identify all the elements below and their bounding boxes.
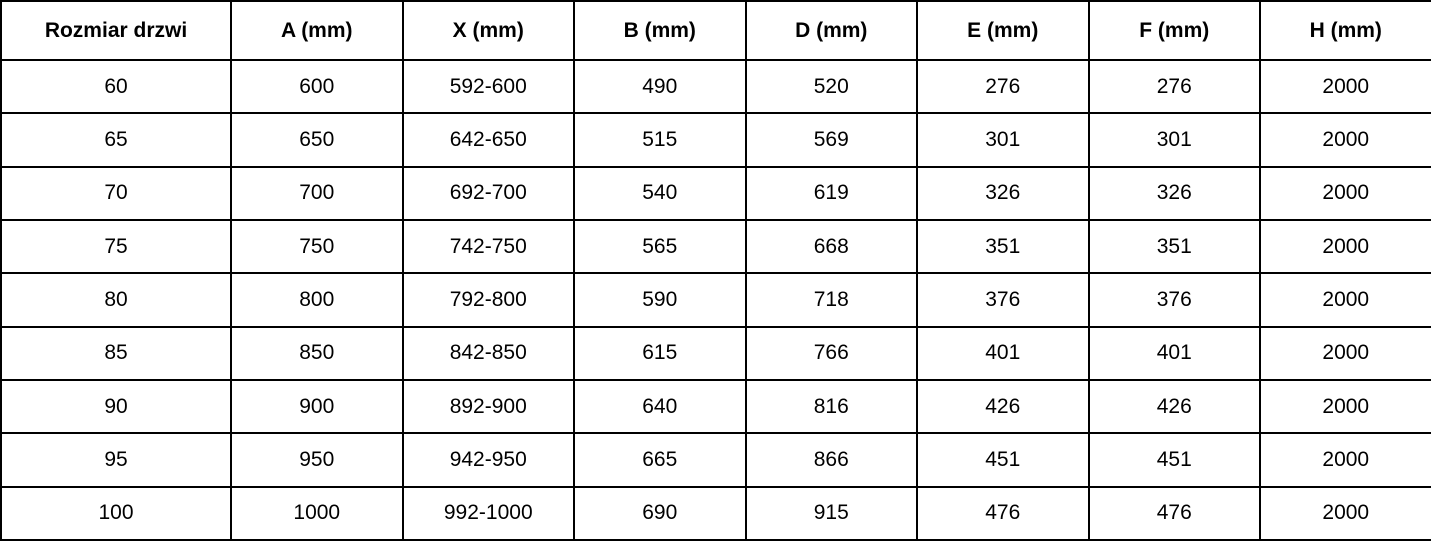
table-cell: 569 [746,113,918,166]
table-cell: 326 [1089,167,1261,220]
table-cell: 2000 [1260,167,1431,220]
table-cell: 816 [746,380,918,433]
table-cell: 451 [917,433,1089,486]
table-cell: 351 [1089,220,1261,273]
table-cell: 276 [917,60,1089,113]
table-cell: 426 [1089,380,1261,433]
table-row [1,487,1431,540]
column-header: B (mm) [574,1,746,60]
table-cell: 95 [1,433,231,486]
table-cell: 376 [1089,273,1261,326]
table-row [1,273,1431,326]
table-cell: 915 [746,487,918,540]
table-cell: 476 [1089,487,1261,540]
table-cell: 992-1000 [403,487,575,540]
table-cell: 690 [574,487,746,540]
table-row [1,167,1431,220]
table-cell: 866 [746,433,918,486]
table-row [1,220,1431,273]
table-cell: 792-800 [403,273,575,326]
table-cell: 100 [1,487,231,540]
table-cell: 650 [231,113,403,166]
table-cell: 515 [574,113,746,166]
table-cell: 2000 [1260,273,1431,326]
table-cell: 301 [917,113,1089,166]
table-cell: 401 [1089,327,1261,380]
table-cell: 351 [917,220,1089,273]
table-cell: 401 [917,327,1089,380]
table-cell: 2000 [1260,487,1431,540]
table-cell: 376 [917,273,1089,326]
table-cell: 892-900 [403,380,575,433]
table-cell: 692-700 [403,167,575,220]
table-cell: 451 [1089,433,1261,486]
table-cell: 60 [1,60,231,113]
table-cell: 565 [574,220,746,273]
table-cell: 426 [917,380,1089,433]
table-cell: 766 [746,327,918,380]
header-row [1,1,1431,60]
table-cell: 1000 [231,487,403,540]
table-cell: 668 [746,220,918,273]
table-cell: 950 [231,433,403,486]
table-cell: 476 [917,487,1089,540]
column-header: Rozmiar drzwi [1,1,231,60]
column-header: X (mm) [403,1,575,60]
table-head [1,1,1431,60]
column-header: A (mm) [231,1,403,60]
table-cell: 850 [231,327,403,380]
table-row [1,327,1431,380]
table-cell: 490 [574,60,746,113]
table-cell: 640 [574,380,746,433]
table-cell: 70 [1,167,231,220]
table-cell: 900 [231,380,403,433]
table-cell: 642-650 [403,113,575,166]
table-cell: 75 [1,220,231,273]
table-cell: 842-850 [403,327,575,380]
table-cell: 2000 [1260,60,1431,113]
table-cell: 65 [1,113,231,166]
table-cell: 301 [1089,113,1261,166]
table-cell: 540 [574,167,746,220]
column-header: H (mm) [1260,1,1431,60]
table-cell: 942-950 [403,433,575,486]
table-cell: 276 [1089,60,1261,113]
table-row [1,60,1431,113]
table-cell: 742-750 [403,220,575,273]
table-cell: 2000 [1260,220,1431,273]
table-row [1,113,1431,166]
table-cell: 590 [574,273,746,326]
table-cell: 2000 [1260,380,1431,433]
table-cell: 718 [746,273,918,326]
table-cell: 615 [574,327,746,380]
table-cell: 90 [1,380,231,433]
table-cell: 85 [1,327,231,380]
column-header: D (mm) [746,1,918,60]
table-body [1,60,1431,540]
table-cell: 700 [231,167,403,220]
column-header: E (mm) [917,1,1089,60]
table-cell: 600 [231,60,403,113]
table-cell: 2000 [1260,327,1431,380]
table-cell: 750 [231,220,403,273]
table-cell: 592-600 [403,60,575,113]
column-header: F (mm) [1089,1,1261,60]
table-cell: 665 [574,433,746,486]
table-cell: 800 [231,273,403,326]
table-row [1,433,1431,486]
table-cell: 80 [1,273,231,326]
table-cell: 2000 [1260,433,1431,486]
table-cell: 619 [746,167,918,220]
table-row [1,380,1431,433]
table-cell: 520 [746,60,918,113]
table-cell: 2000 [1260,113,1431,166]
table-cell: 326 [917,167,1089,220]
